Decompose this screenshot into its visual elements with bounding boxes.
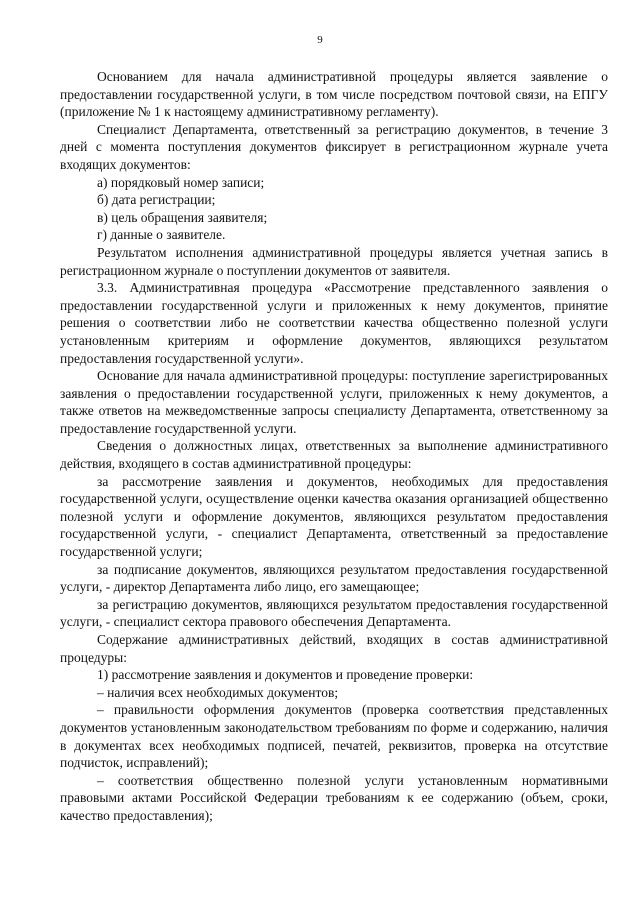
list-item: б) дата регистрации; xyxy=(97,192,216,208)
paragraph: за регистрацию документов, являющихся результатом предоставления государственной услуги, - специалист сектора правового обеспечения Департамента. xyxy=(60,596,608,630)
paragraph: за подписание документов, являющихся результатом предоставления государственной услуги, - директор Департамента либо лицо, его замещающее; xyxy=(60,561,608,595)
list-item: – наличия всех необходимых документов; xyxy=(97,684,339,700)
paragraph: Основание для начала административной процедуры: поступление зарегистрированных заявления о предоставлении государственной услуги, приложенных к нему документов, а также ответов на межведомственные запросы специалисту Департамента, ответственному за предоставление государственной услуги. xyxy=(60,368,608,436)
list-item: г) данные о заявителе. xyxy=(97,227,226,243)
paragraph: Содержание административных действий, входящих в состав административной процедуры: xyxy=(60,632,608,665)
page-number: 9 xyxy=(317,34,323,46)
paragraph: за рассмотрение заявления и документов, необходимых для предоставления государственной услуги, осуществление оценки качества оказания организацией общественно полезной услуги и оформление документов, являющихся результатом предоставления государственной услуги, - специалист Департамента, ответственный за предоставление государственной услуги; xyxy=(60,473,608,560)
paragraph: Основанием для начала административной процедуры является заявление о предоставлении государственной услуги, в том числе посредством почтовой связи, на ЕПГУ (приложение № 1 к настоящему административному регламенту). xyxy=(60,69,608,120)
paragraph: Специалист Департамента, ответственный за регистрацию документов, в течение 3 дней с момента поступления документов фиксирует в регистрационном журнале учета входящих документов: xyxy=(60,121,608,172)
list-item: 1) рассмотрение заявления и документов и проведение проверки: xyxy=(97,667,474,683)
paragraph: Результатом исполнения административной процедуры является учетная запись в регистрационном журнале о поступлении документов от заявителя. xyxy=(60,244,608,278)
document-body xyxy=(60,68,608,825)
list-item: а) порядковый номер записи; xyxy=(97,174,265,190)
paragraph: – правильности оформления документов (проверка соответствия представленных документов установленным законодательством требованиям по форме и содержанию, наличия в документах всех необходимых подписей, печатей, реквизитов, проверка на отсутствие подчисток, исправлений); xyxy=(60,702,608,771)
paragraph: – соответствия общественно полезной услуги установленным нормативными правовыми актами Российской Федерации требованиям к ее содержанию (объем, сроки, качество предоставления); xyxy=(60,772,608,823)
paragraph: 3.3. Административная процедура «Рассмотрение представленного заявления о предоставлении государственной услуги и приложенных к нему документов, принятие решения о соответствии либо не соответствии качества общественно полезной услуги установленным критериям и оформление документов, являющихся результатом предоставления государственной услуги». xyxy=(60,280,608,366)
list-item: в) цель обращения заявителя; xyxy=(97,209,268,225)
paragraph: Сведения о должностных лицах, ответственных за выполнение административного действия, входящего в состав административной процедуры: xyxy=(60,438,608,472)
